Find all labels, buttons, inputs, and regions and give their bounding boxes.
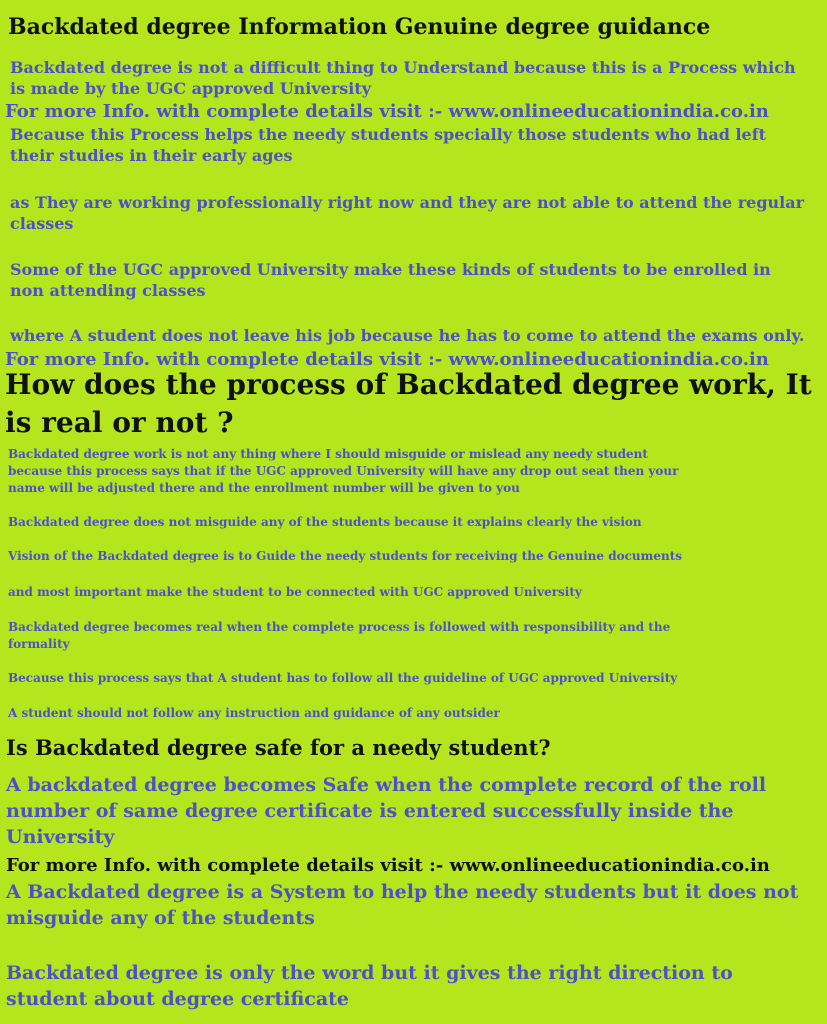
heading-is-backdated-degree-safe: Is Backdated degree safe for a needy student? xyxy=(6,735,551,760)
sec2-paragraph-2: Backdated degree does not misguide any of the students because it explains clearly the vision xyxy=(8,515,642,529)
sec1-paragraph-2: Because this Process helps the needy students specially those students who had left their studies in their early ages xyxy=(10,125,766,165)
heading-how-does-process-work: How does the process of Backdated degree work, It is real or not ? xyxy=(5,368,812,439)
sec2-paragraph-7: A student should not follow any instruction and guidance of any outsider xyxy=(8,706,500,720)
more-info-link-3[interactable]: For more Info. with complete details visit :- www.onlineeducationindia.co.in xyxy=(6,855,770,876)
sec3-paragraph-3: Backdated degree is only the word but it gives the right direction to student about degree certificate xyxy=(6,962,733,1010)
heading-backdated-degree-information: Backdated degree Information Genuine degree guidance xyxy=(8,14,711,40)
sec2-paragraph-5: Backdated degree becomes real when the complete process is followed with responsibility and the formality xyxy=(8,620,671,651)
more-info-link-1[interactable]: For more Info. with complete details visit :- www.onlineeducationindia.co.in xyxy=(5,101,769,122)
sec3-paragraph-1: A backdated degree becomes Safe when the complete record of the roll number of same degree certificate is entered successfully inside the University xyxy=(6,774,767,848)
sec2-paragraph-3: Vision of the Backdated degree is to Guide the needy students for receiving the Genuine documents xyxy=(8,549,682,563)
sec2-paragraph-1: Backdated degree work is not any thing where I should misguide or mislead any needy student because this process says that if the UGC approved University will have any drop out seat then your name will be adjusted there and the enrollment number will be given to you xyxy=(8,447,679,495)
more-info-link-2[interactable]: For more Info. with complete details visit :- www.onlineeducationindia.co.in xyxy=(5,349,769,370)
sec1-paragraph-1: Backdated degree is not a difficult thing to Understand because this is a Process which is made by the UGC approved University xyxy=(10,58,796,98)
sec1-paragraph-3: as They are working professionally right now and they are not able to attend the regular classes xyxy=(10,193,805,233)
sec1-paragraph-4: Some of the UGC approved University make these kinds of students to be enrolled in non attending classes xyxy=(10,260,771,300)
sec1-paragraph-5: where A student does not leave his job because he has to come to attend the exams only. xyxy=(10,326,805,345)
sec2-paragraph-6: Because this process says that A student has to follow all the guideline of UGC approved University xyxy=(8,671,678,685)
sec3-paragraph-2: A Backdated degree is a System to help the needy students but it does not misguide any of the students xyxy=(6,881,799,929)
sec2-paragraph-4: and most important make the student to be connected with UGC approved University xyxy=(8,585,582,599)
